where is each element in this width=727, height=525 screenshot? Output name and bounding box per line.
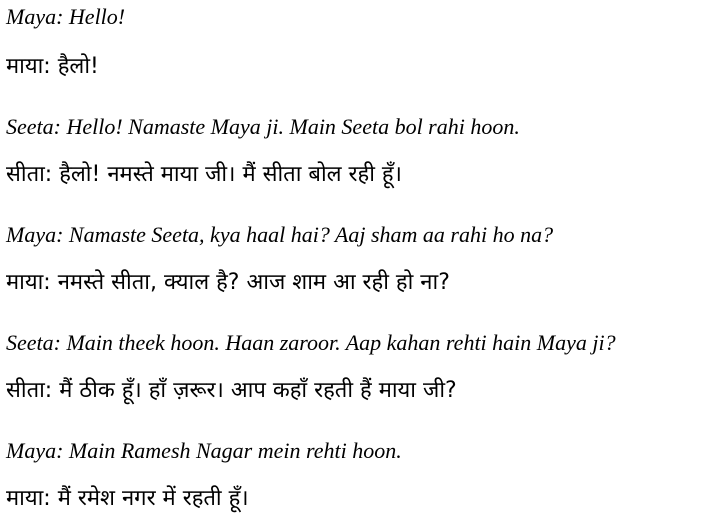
line-2-roman: Seeta: Hello! Namaste Maya ji. Main Seeta bol rahi hoon.: [6, 114, 520, 139]
line-4-roman: Seeta: Main theek hoon. Haan zaroor. Aap kahan rehti hain Maya ji?: [6, 330, 616, 355]
line-5-roman: Maya: Main Ramesh Nagar mein rehti hoon.: [6, 438, 402, 463]
line-1-hindi: माया: हैलो!: [6, 54, 99, 79]
line-2-hindi: सीता: हैलो! नमस्ते माया जी। मैं सीता बोल रही हूँ।: [6, 162, 402, 187]
line-3-hindi: माया: नमस्ते सीता, क्याल है? आज शाम आ रही हो ना?: [6, 270, 450, 295]
line-1-roman: Maya: Hello!: [6, 4, 126, 29]
line-5-hindi: माया: मैं रमेश नगर में रहती हूँ।: [6, 486, 249, 511]
line-4-hindi: सीता: मैं ठीक हूँ। हाँ ज़रूर। आप कहाँ रहती हैं माया जी?: [6, 378, 457, 403]
line-3-roman: Maya: Namaste Seeta, kya haal hai? Aaj sham aa rahi ho na?: [6, 222, 554, 247]
